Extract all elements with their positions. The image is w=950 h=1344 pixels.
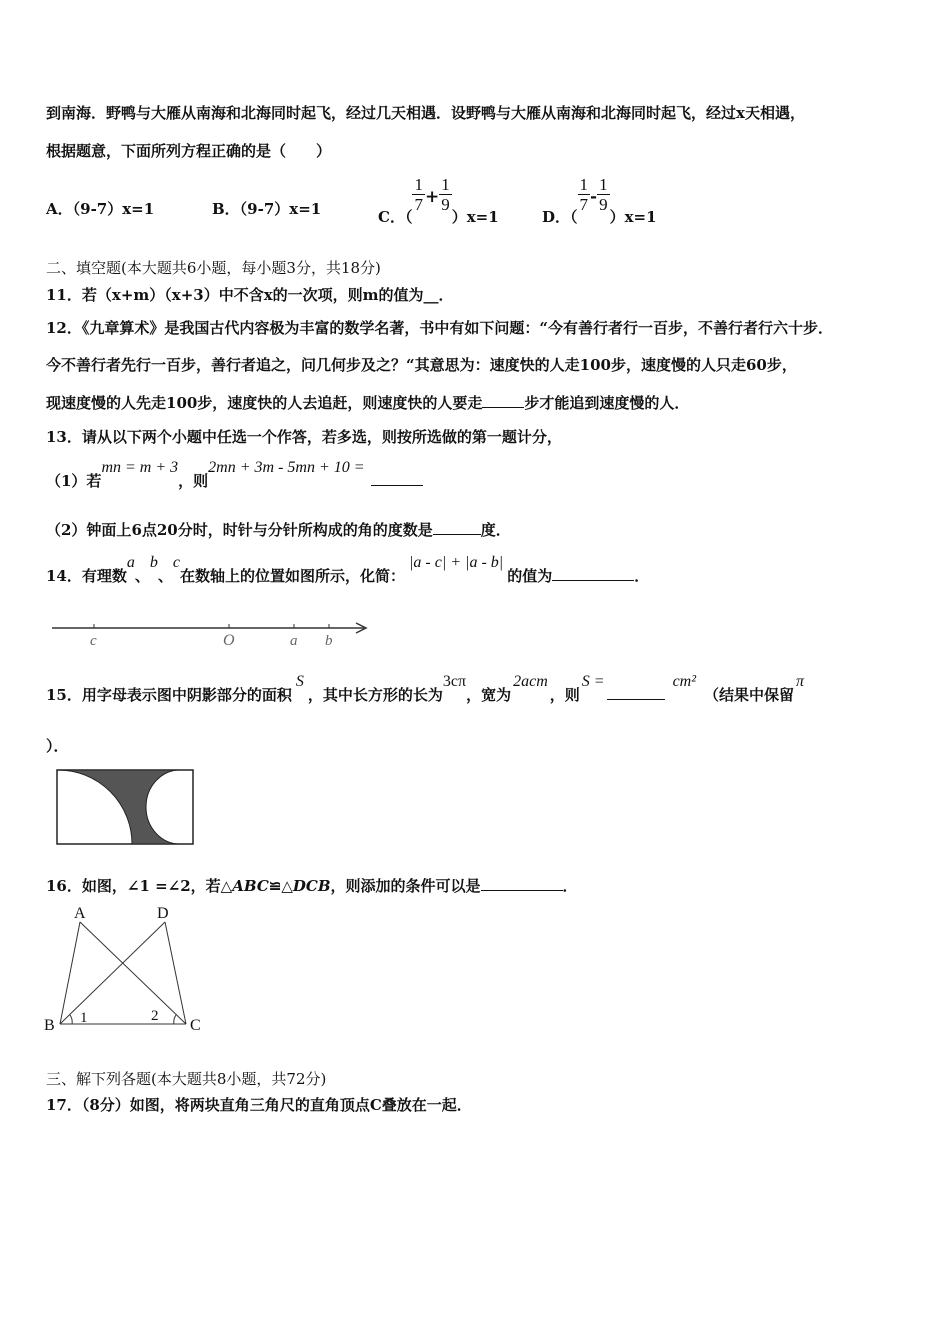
q10-c-op: + (424, 186, 440, 207)
q10-option-d (542, 175, 657, 226)
q15-c: ，宽为 (466, 686, 512, 704)
label-b: b (325, 633, 333, 649)
q14-a: 14．有理数 (46, 567, 127, 585)
q13-p2-blank (433, 534, 481, 535)
q17-text: 17．（8分）如图，将两块直角三角尺的直角顶点C叠放在一起． (46, 1096, 472, 1114)
q14-sep2: 、 (157, 567, 173, 585)
segment-ac (80, 922, 186, 1024)
label-A: A (74, 905, 86, 922)
q10-option-b: B．（9-7）x=1 (212, 200, 322, 218)
section2-title: 二、填空题(本大题共6小题，每小题3分，共18分) (46, 259, 381, 277)
q13-intro: 13．请从以下两个小题中任选一个作答，若多选，则按所选做的第一题计分， (46, 428, 562, 446)
q16-a: 16．如图，∠1 =∠2，若△ (46, 877, 233, 895)
frac-den: 9 (599, 195, 608, 214)
q15-blank (607, 699, 665, 700)
q16-b: ，则添加的条件可以是 (330, 877, 481, 895)
q14-var-a: a (126, 554, 135, 571)
q16-text (46, 875, 578, 896)
q10-d-frac1 (578, 175, 591, 214)
label-c: c (90, 633, 97, 649)
q14-end: ． (634, 567, 650, 585)
q13-part1 (46, 459, 423, 491)
frac-den: 7 (414, 195, 423, 214)
q10-c-frac1 (412, 175, 425, 214)
q10-option-d-close: ）x=1 (609, 207, 657, 226)
q15-e: （结果中保留 (704, 686, 795, 704)
label-1: 1 (80, 1010, 88, 1026)
q14-b: 在数轴上的位置如图所示，化简： (180, 567, 406, 585)
q10-option-d-open: （ (570, 207, 578, 226)
frac-den: 9 (441, 195, 450, 214)
q13-p2-b: 度． (480, 521, 511, 539)
frac-num: 1 (441, 175, 450, 194)
q11-text: 11．若（x+m）（x+3）中不含x的一次项，则m的值为__． (46, 286, 454, 304)
q15-unit: cm² (672, 673, 697, 690)
q12-answer-blank (482, 407, 524, 408)
q16-figure (40, 900, 220, 1040)
q12-line1: 12．《九章算术》是我国古代内容极为丰富的数学名著，书中有如下问题：“今有善行者行一百步，不善行者行六十步． (46, 319, 834, 337)
q10-d-op: - (590, 186, 598, 207)
q13-part2 (46, 519, 511, 540)
q10-option-c-label: C． (378, 207, 405, 226)
label-D: D (157, 905, 169, 922)
q15-var-s: S (295, 673, 304, 690)
q14-expr: |a - c| + |a - b| (409, 554, 504, 571)
q15-figure (56, 768, 196, 848)
q15-pi: π (796, 673, 805, 690)
label-a: a (290, 633, 298, 649)
label-C: C (190, 1017, 201, 1034)
angle-2-arc (174, 1015, 176, 1024)
q15-d: ，则 (549, 686, 580, 704)
frac-num: 1 (599, 175, 608, 194)
q13-p1-blank (371, 485, 423, 486)
q14-sep1: 、 (134, 567, 150, 585)
q14-var-c: c (172, 554, 181, 571)
q15-end: ）． (46, 737, 69, 755)
q15-width: 2acm (513, 673, 548, 690)
section3-title: 三、解下列各题(本大题共8小题，共72分) (46, 1070, 327, 1088)
q10-d-frac2 (597, 175, 610, 214)
q16-blank (481, 890, 563, 891)
frac-den: 7 (579, 195, 589, 214)
segment-ab (60, 922, 80, 1024)
label-2: 2 (151, 1008, 159, 1024)
segment-db (60, 922, 165, 1024)
q15-s-eq: S = (581, 673, 605, 690)
q13-p1-a: （1）若 (46, 472, 102, 490)
q14-number-line (48, 612, 378, 652)
q13-p2-a: （2）钟面上6点20分时，时针与分针所构成的角的度数是 (46, 521, 433, 539)
q14-blank (552, 580, 634, 581)
q15-length: 3cπ (442, 673, 467, 690)
q12-line3-b: 步才能追到速度慢的人． (524, 394, 690, 412)
q16-abc: ABC (232, 877, 269, 895)
q14-text (46, 554, 650, 586)
q10-option-c (378, 175, 499, 226)
q16-dcb: DCB (292, 877, 331, 895)
q10-line2: 根据题意，下面所列方程正确的是（ ） (46, 142, 332, 160)
q14-var-b: b (149, 554, 158, 571)
q16-cong: ≌△ (268, 877, 293, 895)
q13-p1-b: ，则 (178, 472, 209, 490)
q13-eq2: 2mn + 3m - 5mn + 10 = (208, 459, 365, 476)
q10-option-d-label: D． (542, 207, 571, 226)
label-B: B (44, 1017, 55, 1034)
q12-line3-a: 现速度慢的人先走100步，速度快的人去追赶，则速度快的人要走 (46, 394, 483, 412)
q10-option-c-close: ）x=1 (451, 207, 499, 226)
q12-line3 (46, 392, 689, 413)
q15-text (46, 673, 805, 705)
angle-1-arc (70, 1015, 72, 1024)
frac-num: 1 (579, 175, 589, 194)
q16-end: ． (562, 877, 578, 895)
q15-b: ，其中长方形的长为 (307, 686, 443, 704)
frac-num: 1 (414, 175, 423, 194)
label-o: O (223, 632, 235, 649)
segment-dc (165, 922, 186, 1024)
q14-c: 的值为 (507, 567, 553, 585)
q10-option-a: A．（9-7）x=1 (46, 200, 155, 218)
q10-line1: 到南海．野鸭与大雁从南海和北海同时起飞，经过几天相遇．设野鸭与大雁从南海和北海同时起飞，经过x天相遇， (46, 104, 805, 122)
q10-c-frac2 (439, 175, 452, 214)
q13-eq1: mn = m + 3 (101, 459, 179, 476)
q12-line2: 今不善行者先行一百步，善行者追之，问几何步及之？“其意思为：速度快的人走100步，速度慢的人只走60步， (46, 356, 797, 374)
q10-option-c-open: （ (404, 207, 413, 226)
q15-a: 15．用字母表示图中阴影部分的面积 (46, 686, 292, 704)
